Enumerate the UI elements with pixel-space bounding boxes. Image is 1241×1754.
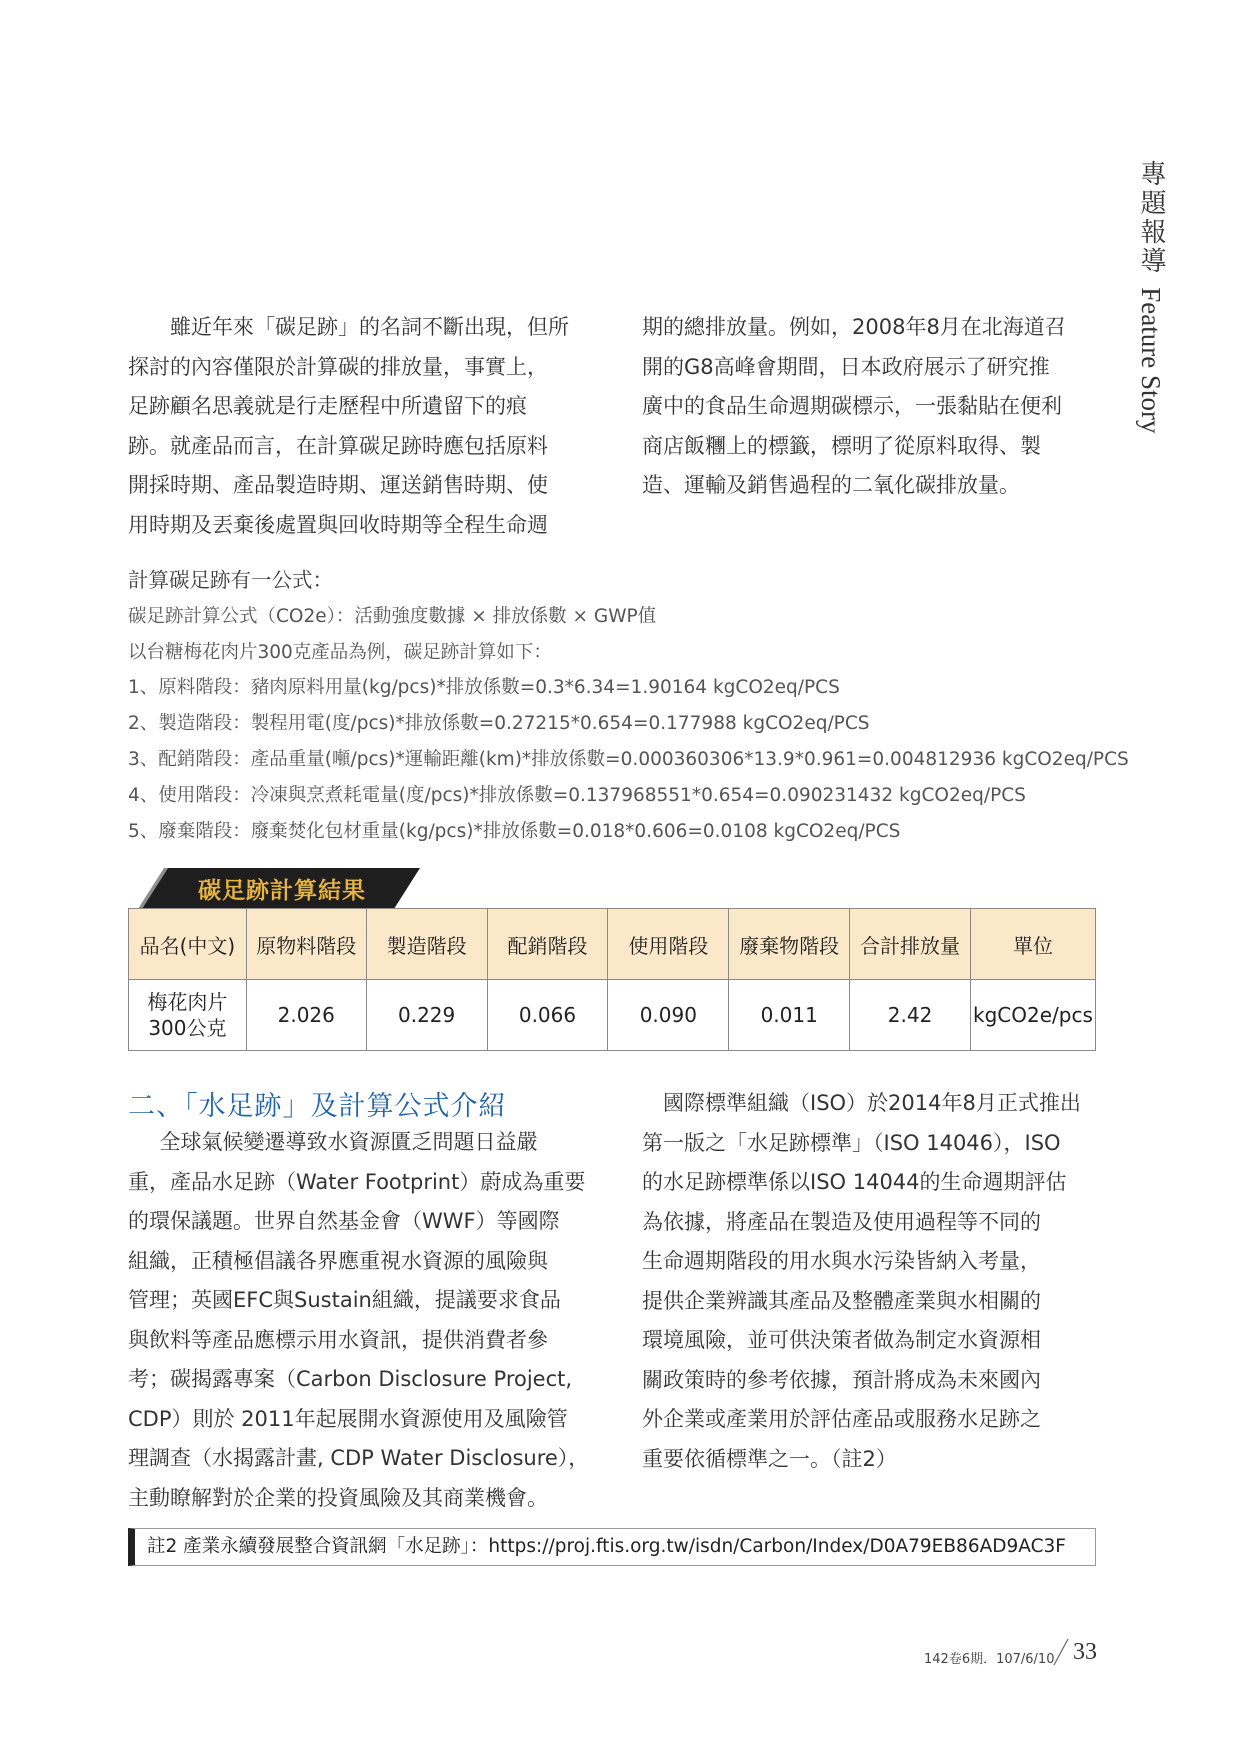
text-line: 與飲料等產品應標示用水資訊，提供消費者參 xyxy=(128,1327,548,1352)
product-name-line2: 300公克 xyxy=(148,1016,227,1040)
formula-step: 4、使用階段：冷凍與烹煮耗電量(度/pcs)*排放係數=0.137968551*0.654=0.090231432 kgCO2eq/PCS xyxy=(128,784,1026,806)
section2-right-column xyxy=(642,1084,1102,1479)
intro-right-column xyxy=(642,308,1102,506)
text-line: 理調查（水揭露計畫, CDP Water Disclosure）， xyxy=(128,1446,590,1470)
text-line: 外企業或產業用於評估產品或服務水足跡之 xyxy=(642,1407,1041,1431)
text-line: 關政策時的參考依據，預計將成為未來國內 xyxy=(642,1367,1041,1392)
text-line: 期的總排放量。例如，2008年8月在北海道召 xyxy=(642,315,1066,339)
text-line: 廣中的食品生命週期碳標示，一張黏貼在便利 xyxy=(642,394,1062,418)
text-line: 第一版之「水足跡標準」（ISO 14046），ISO xyxy=(642,1130,1061,1155)
text-line: 跡。就產品而言，在計算碳足跡時應包括原料 xyxy=(128,433,548,458)
product-name-line1: 梅花肉片 xyxy=(147,990,228,1014)
product-name-cell xyxy=(129,980,247,1051)
section2-title: 二、「水足跡」及計算公式介紹 xyxy=(128,1091,507,1122)
text-line: 足跡顧名思義就是行走歷程中所遺留下的痕 xyxy=(128,394,527,418)
column-header: 廢棄物階段 xyxy=(729,909,850,980)
section-title-zh: 專題報導 xyxy=(1136,160,1166,276)
formula-heading: 計算碳足跡有一公式： xyxy=(128,568,333,592)
section-header xyxy=(1120,160,1170,434)
table-cell: 0.229 xyxy=(366,980,487,1051)
text-line: 組織，正積極倡議各界應重視水資源的風險與 xyxy=(128,1248,548,1273)
text-line: 全球氣候變遷導致水資源匱乏問題日益嚴 xyxy=(159,1130,538,1154)
text-line: 用時期及丟棄後處置與回收時期等全程生命週 xyxy=(128,512,548,537)
text-line: 管理；英國EFC與Sustain組織，提議要求食品 xyxy=(128,1288,561,1312)
intro-left-column xyxy=(128,308,588,545)
column-header: 合計排放量 xyxy=(850,909,971,980)
section2-left-column xyxy=(128,1123,588,1518)
column-header: 配銷階段 xyxy=(487,909,608,980)
result-banner xyxy=(130,868,420,912)
text-line: 開的G8高峰會期間，日本政府展示了研究推 xyxy=(642,354,1050,379)
result-table xyxy=(128,908,1096,1051)
issue-info: 142卷6期．107/6/10 xyxy=(924,1652,1055,1667)
formula-equation: 碳足跡計算公式（CO2e）：活動強度數據 × 排放係數 × GWP值 xyxy=(128,605,657,627)
table-cell: 0.090 xyxy=(608,980,729,1051)
text-line: 開採時期、產品製造時期、運送銷售時期、使 xyxy=(128,473,548,497)
text-line: 探討的內容僅限於計算碳的排放量，事實上， xyxy=(128,354,548,379)
text-line: 生命週期階段的用水與水污染皆納入考量， xyxy=(642,1249,1041,1273)
formula-step: 3、配銷階段：產品重量(噸/pcs)*運輸距離(km)*排放係數=0.000360306*13.9*0.961=0.004812936 kgCO2eq/PCS xyxy=(128,748,1129,770)
text-line: 考；碳揭露專案（Carbon Disclosure Project, xyxy=(128,1367,573,1391)
text-line: 提供企業辨識其產品及整體產業與水相關的 xyxy=(642,1288,1041,1313)
table-cell: 2.026 xyxy=(246,980,366,1051)
text-line: 重，產品水足跡（Water Footprint）蔚成為重要 xyxy=(128,1169,586,1194)
table-cell: kgCO2e/pcs xyxy=(970,980,1095,1051)
text-line: 的環保議題。世界自然基金會（WWF）等國際 xyxy=(128,1209,560,1233)
column-header: 原物料階段 xyxy=(246,909,366,980)
formula-example: 以台糖梅花肉片300克產品為例，碳足跡計算如下： xyxy=(128,641,552,663)
text-line: 為依據，將產品在製造及使用過程等不同的 xyxy=(642,1209,1041,1234)
text-line: CDP）則於 2011年起展開水資源使用及風險管 xyxy=(128,1406,568,1431)
text-line: 的水足跡標準係以ISO 14044的生命週期評估 xyxy=(642,1170,1067,1194)
text-line: 主動瞭解對於企業的投資風險及其商業機會。 xyxy=(128,1485,548,1510)
text-line: 雖近年來「碳足跡」的名詞不斷出現，但所 xyxy=(170,315,569,339)
formula-step: 5、廢棄階段：廢棄焚化包材重量(kg/pcs)*排放係數=0.018*0.606=0.0108 kgCO2eq/PCS xyxy=(128,820,901,842)
text-line: 環境風險，並可供決策者做為制定水資源相 xyxy=(642,1328,1041,1352)
column-header: 單位 xyxy=(970,909,1095,980)
formula-step: 1、原料階段：豬肉原料用量(kg/pcs)*排放係數=0.3*6.34=1.90164 kgCO2eq/PCS xyxy=(128,677,840,699)
table-cell: 0.011 xyxy=(729,980,850,1051)
column-header: 製造階段 xyxy=(366,909,487,980)
text-line: 國際標準組織（ISO）於2014年8月正式推出 xyxy=(663,1091,1081,1115)
result-title: 碳足跡計算結果 xyxy=(198,878,366,904)
column-header: 使用階段 xyxy=(608,909,729,980)
column-header: 品名(中文) xyxy=(129,909,247,980)
divider-slash xyxy=(1052,1637,1070,1667)
table-cell: 2.42 xyxy=(850,980,971,1051)
footnote: 註2 產業永續發展整合資訊網「水足跡」：https://proj.ftis.org.tw/isdn/Carbon/Index/D0A79EB86AD9AC3F xyxy=(128,1528,1096,1566)
text-line: 造、運輸及銷售過程的二氧化碳排放量。 xyxy=(642,473,1020,497)
formula-step: 2、製造階段：製程用電(度/pcs)*排放係數=0.27215*0.654=0.177988 kgCO2eq/PCS xyxy=(128,713,870,735)
text-line: 重要依循標準之一。（註2） xyxy=(642,1446,897,1471)
table-cell: 0.066 xyxy=(487,980,608,1051)
text-line: 商店飯糰上的標籤，標明了從原料取得、製 xyxy=(642,433,1041,458)
section-title-en: Feature Story xyxy=(1136,287,1166,434)
page-number: 33 xyxy=(1073,1639,1097,1665)
table-header-row xyxy=(129,909,1096,980)
table-row xyxy=(129,980,1096,1051)
formula-block xyxy=(128,563,1129,849)
